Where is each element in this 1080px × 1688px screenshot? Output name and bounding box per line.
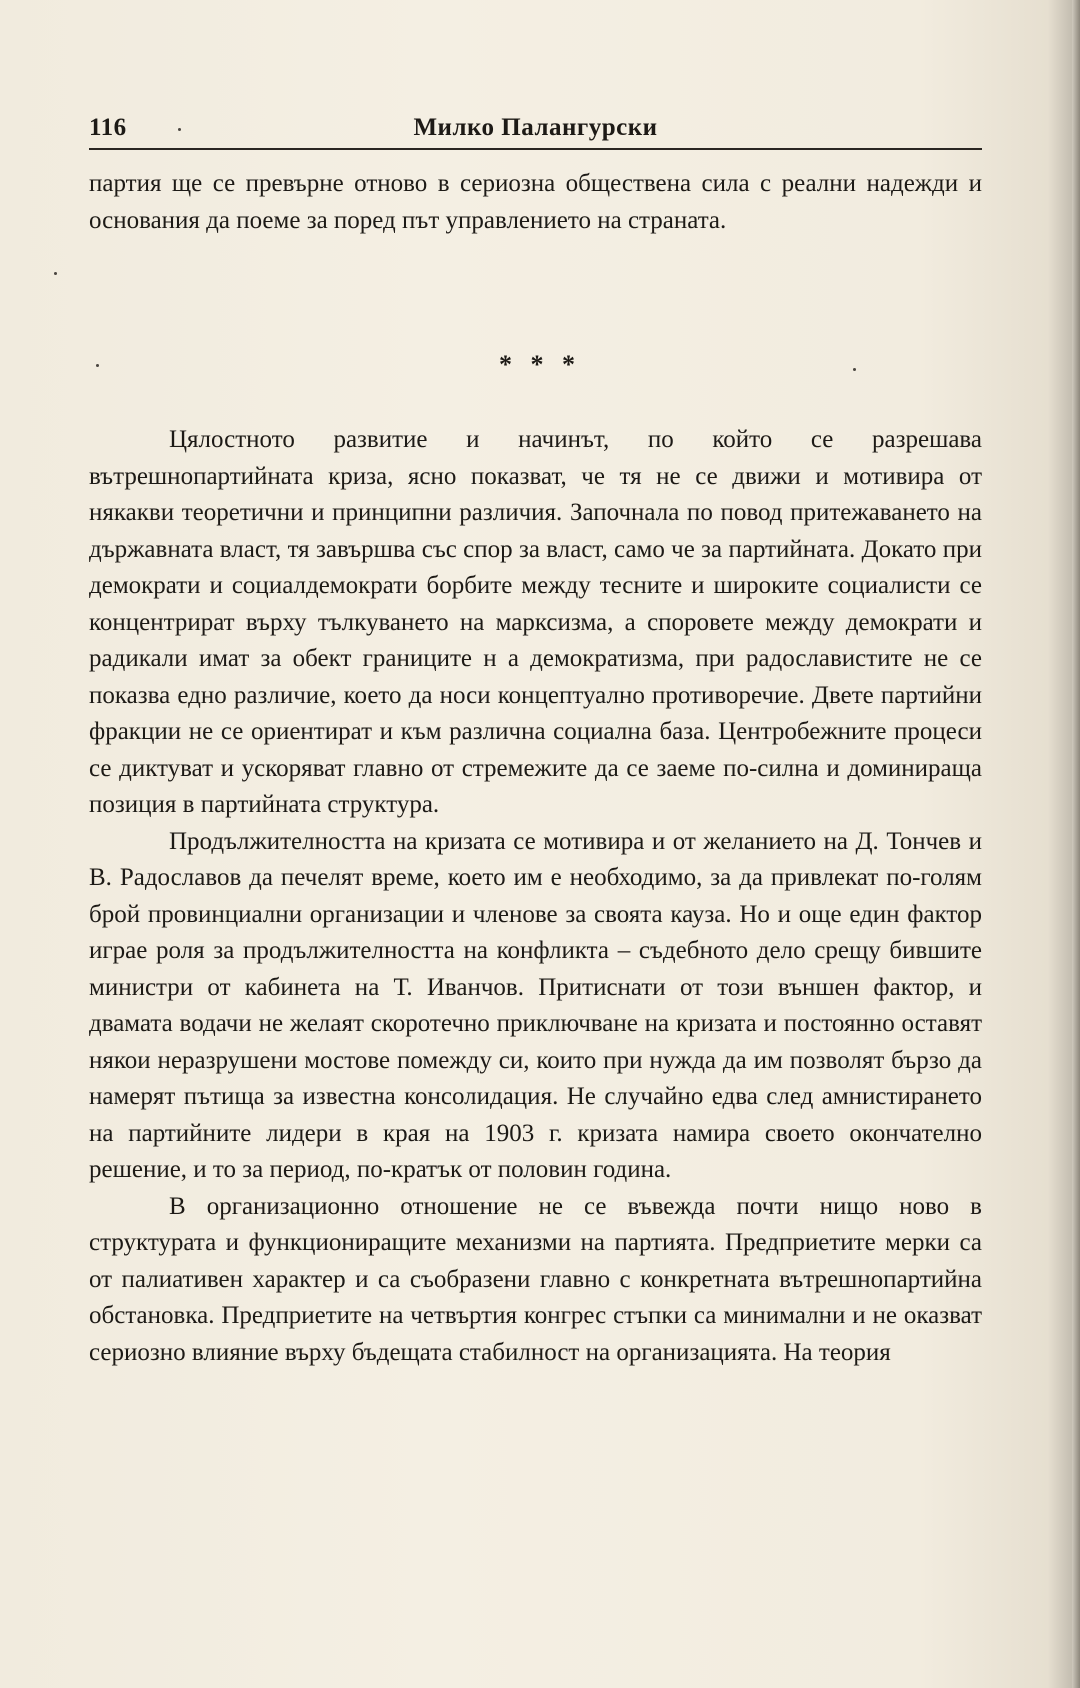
continuation-paragraph: партия ще се превърне отново в сериозна обществена сила с реални надежди и основания да поеме за поред път управлението на страната. xyxy=(89,170,982,234)
paper-speck xyxy=(96,364,99,367)
page-number: 116 xyxy=(89,114,127,141)
paper-speck xyxy=(54,272,57,275)
body-paragraph-3: В организационно отношение не се въвежда почти нищо ново в структурата и функциониращите механизми на партията. Предприетите мерки са от палиативен характер и са съобразени главно с конкретната вътрешнопартийна обстановка. Предприетите на четвъртия конгрес стъпки са минимални и не оказват сериозно влияние върху бъдещата стабилност на организацията. На теория xyxy=(89,1192,982,1366)
section-separator: * * * xyxy=(499,350,581,379)
running-header xyxy=(89,114,982,150)
paper-speck xyxy=(853,368,856,371)
running-title: Милко Палангурски xyxy=(413,114,658,141)
body-paragraph-2: Продължителността на кризата се мотивира и от желанието на Д. Тончев и В. Радославов да печелят време, което им е необходимо, за да привлекат по-голям брой провинциални организации и членове за своята кауза. Но и още един фактор играе роля за продължителността на конфликта – съдебното дело срещу бившите министри от кабинета на Т. Иванчов. Притиснати от този външен фактор, и двамата водачи не желаят скоротечно приключване на кризата и постоянно оставят някои неразрушени мостове помежду си, които при нужда да им позволят бързо да намерят пътища за известна консолидация. Не случайно едва след амнистирането на партийните лидери в края на 1903 г. кризата намира своето окончателно решение, и то за период, по-кратък от половин година. xyxy=(89,827,982,1183)
page-edge-shadow xyxy=(1072,0,1080,1688)
continuation-text-block xyxy=(89,166,982,239)
body-text-block xyxy=(89,422,982,1371)
paper-speck xyxy=(178,128,181,131)
body-paragraph-1: Цялостното развитие и начинът, по който се разрешава вътрешнопартийната криза, ясно показват, че тя не се движи и мотивира от някакви теоретични и принципни различия. Започнала по повод притежаването на държавната власт, тя завършва със спор за власт, само че за партийната. Докато при демократи и социалдемократи борбите между тесните и широките социалисти се концентрират върху тълкуването на марксизма, а споровете между демократи и радикали имат за обект границите н а демократизма, при радославистите не се показва едно различие, което да носи концептуално противоречие. Двете партийни фракции не се ориентират и към различна социална база. Центробежните процеси се диктуват и ускоряват главно от стремежите да се заеме по-силна и доминираща позиция в партийната структура. xyxy=(89,426,982,818)
